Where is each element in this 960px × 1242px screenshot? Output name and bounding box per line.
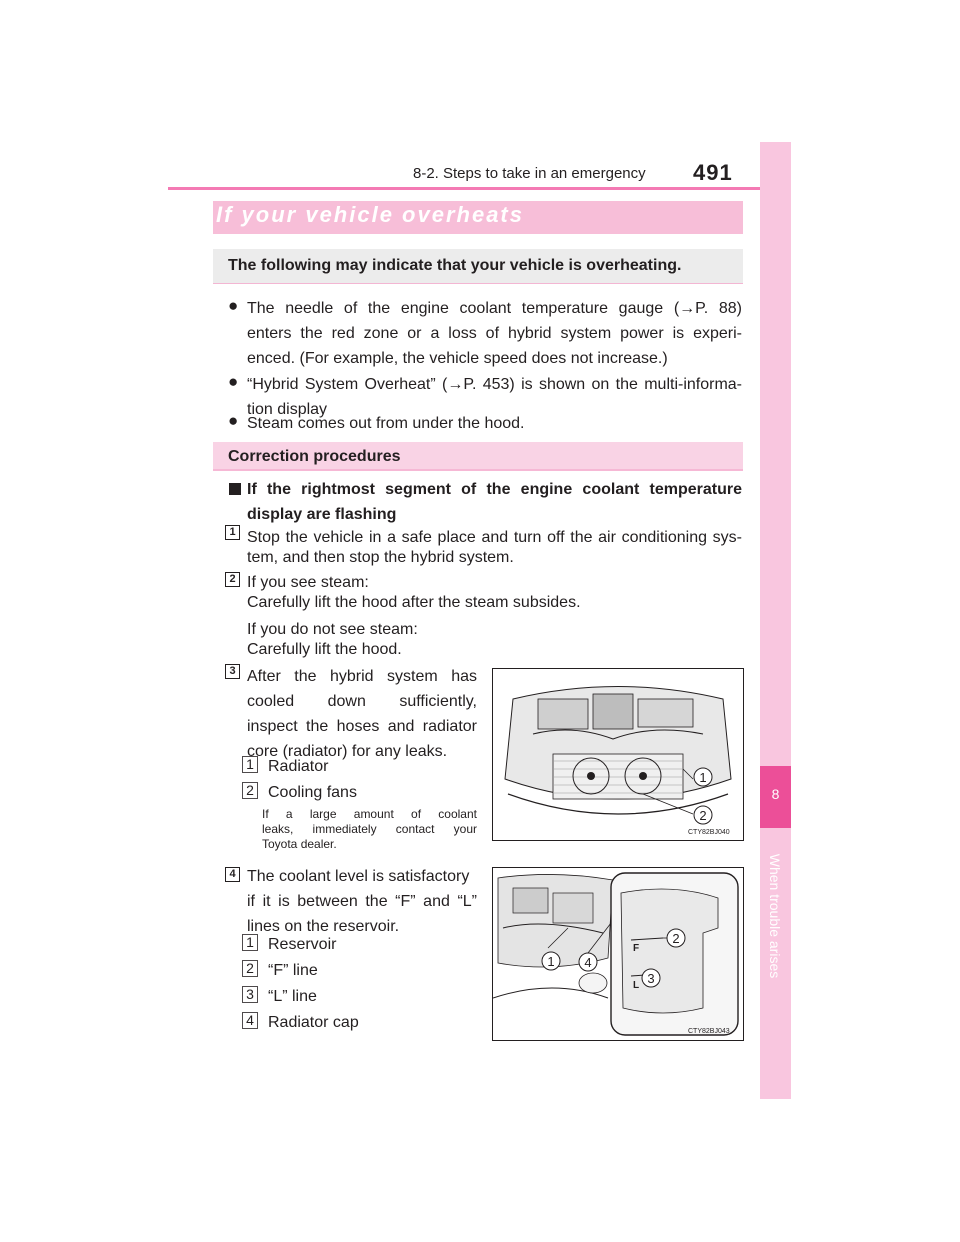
callout-number: [242, 756, 258, 773]
indicator-1-line-3: enced. (For example, the vehicle speed does not increase.): [247, 350, 668, 367]
header-rule: [168, 187, 790, 190]
l-mark: L: [633, 980, 640, 991]
bullet-dot: ●: [228, 411, 239, 430]
correction-heading-underline: [213, 469, 743, 471]
condition-line-1: If the rightmost segment of the engine coolant temperature: [247, 481, 742, 498]
reservoir-illustration: [492, 867, 744, 1041]
callout-number-text: 1: [246, 934, 254, 950]
step-3-line-1: After the hybrid system has: [247, 668, 477, 685]
bullet-dot: ●: [228, 372, 239, 391]
subheading: The following may indicate that your vehicle is overheating.: [228, 257, 682, 274]
callout-number: [242, 782, 258, 799]
step-number-1: 1: [225, 525, 240, 540]
image-code-2: CTY82BJ043: [688, 1028, 730, 1035]
step-1-line-1: Stop the vehicle in a safe place and turn off the air conditioning sys-: [247, 529, 742, 546]
image-callout-3: 3: [647, 971, 655, 986]
callout-label-radiator: Radiator: [268, 758, 329, 775]
image-callout-1: 1: [699, 770, 707, 785]
square-bullet: [229, 483, 241, 495]
callout-number: [242, 960, 258, 977]
step-2-line-4: Carefully lift the hood.: [247, 641, 402, 658]
page-number: 491: [693, 160, 733, 185]
callout-number-text: 2: [246, 782, 254, 798]
indicator-2-line-2: tion display: [247, 401, 328, 418]
step-2-line-1: If you see steam:: [247, 574, 369, 591]
correction-heading: Correction procedures: [228, 448, 401, 465]
step-number-4: 4: [225, 867, 240, 882]
note-line-3: Toyota dealer.: [262, 837, 337, 851]
image-callout-2: 2: [699, 808, 707, 823]
step-2-line-3: If you do not see steam:: [247, 621, 418, 638]
callout-number: [242, 986, 258, 1003]
note-line-2: leaks, immediately contact your: [262, 822, 477, 836]
callout-number: [242, 1012, 258, 1029]
step-3-line-4: core (radiator) for any leaks.: [247, 743, 448, 760]
step-number-2: 2: [225, 572, 240, 587]
indicator-2-line-1: “Hybrid System Overheat” (→P. 453) is shown on the multi-informa-: [247, 376, 742, 393]
image-callout-2: 2: [672, 931, 680, 946]
callout-number-text: 1: [246, 756, 254, 772]
f-mark: F: [633, 943, 640, 954]
callout-number: [242, 934, 258, 951]
step-3-line-3: inspect the hoses and radiator: [247, 718, 477, 735]
step-4-line-1: The coolant level is satisfactory: [247, 868, 470, 885]
indicator-1-line-2: enters the red zone or a loss of hybrid system power is experi-: [247, 325, 742, 342]
section-title: If your vehicle overheats: [216, 202, 524, 227]
step-number-3: 3: [225, 664, 240, 679]
side-tab-label: When trouble arises: [767, 853, 783, 979]
bullet-dot: ●: [228, 296, 239, 315]
step-4-line-3: lines on the reservoir.: [247, 918, 400, 935]
note-line-1: If a large amount of coolant: [262, 807, 477, 821]
indicator-3-line-1: Steam comes out from under the hood.: [247, 415, 525, 432]
callout-label-reservoir: Reservoir: [268, 936, 337, 953]
step-2-line-2: Carefully lift the hood after the steam subsides.: [247, 594, 581, 611]
engine-bay-drawing: [493, 868, 743, 1040]
callout-label-f-line: “F” line: [268, 962, 318, 979]
image-code-1: CTY82BJ040: [688, 829, 730, 836]
image-callout-1: 1: [547, 954, 555, 969]
callout-number-text: 3: [246, 986, 254, 1002]
step-1-line-2: tem, and then stop the hybrid system.: [247, 549, 514, 566]
car-front-drawing: [493, 669, 743, 840]
callout-number-text: 2: [246, 960, 254, 976]
image-callout-4: 4: [584, 955, 592, 970]
callout-label-radiator-cap: Radiator cap: [268, 1014, 359, 1031]
side-tab-number: 8: [771, 786, 780, 802]
step-3-line-2: cooled down sufficiently,: [247, 693, 477, 710]
radiator-illustration: [492, 668, 744, 841]
callout-number-text: 4: [246, 1012, 254, 1028]
chapter-title: 8-2. Steps to take in an emergency: [413, 165, 646, 182]
step-4-line-2: if it is between the “F” and “L”: [247, 893, 477, 910]
callout-label-cooling-fans: Cooling fans: [268, 784, 357, 801]
indicator-1-line-1: The needle of the engine coolant temperature gauge (→P. 88): [247, 300, 742, 317]
callout-label-l-line: “L” line: [268, 988, 317, 1005]
condition-line-2: display are flashing: [247, 506, 397, 523]
